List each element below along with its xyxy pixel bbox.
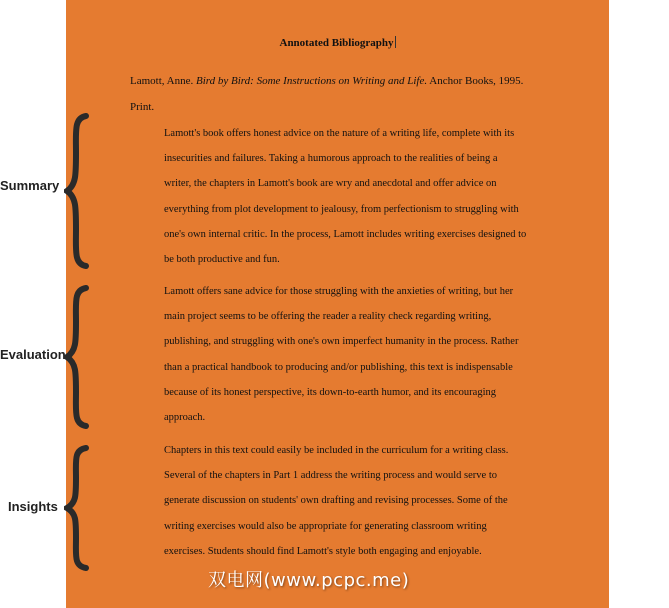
paragraph-line: approach. bbox=[164, 412, 206, 424]
document-page bbox=[66, 0, 609, 608]
paragraph-line: main project seems to be offering the reader a reality check regarding writing, bbox=[164, 311, 492, 323]
paragraph-line: because of its honest perspective, its down-to-earth humor, and its encouraging bbox=[164, 386, 496, 398]
paragraph-line: publishing, and struggling with one's own imperfect humanity in the process. Rather bbox=[164, 336, 519, 348]
citation-author: Lamott, Anne. bbox=[130, 75, 194, 87]
evaluation-brace-icon bbox=[64, 285, 90, 429]
insights-label: Insights bbox=[8, 499, 58, 514]
paragraph-line: everything from plot development to jealousy, from perfectionism to struggling with bbox=[164, 203, 519, 215]
evaluation-label: Evaluation bbox=[0, 347, 66, 362]
paragraph-line: Chapters in this text could easily be included in the curriculum for a writing class. bbox=[164, 445, 509, 456]
paragraph-line: Lamott's book offers honest advice on the nature of a writing life, complete with its bbox=[164, 128, 515, 139]
title-text: Annotated Bibliography bbox=[279, 37, 394, 49]
watermark: 双电网(www.pcpc.me) bbox=[208, 570, 410, 591]
paragraph-line: insecurities and failures. Taking a humorous approach to the realities of being a bbox=[164, 153, 498, 165]
citation-medium: Print. bbox=[130, 101, 155, 113]
paragraph-line: one's own internal critic. In the process, Lamott includes writing exercises designed to bbox=[164, 228, 527, 240]
evaluation-paragraph bbox=[164, 279, 556, 430]
document-title bbox=[66, 36, 609, 49]
insights-brace-icon bbox=[64, 445, 90, 571]
paragraph-line: exercises. Students should find Lamott's style both engaging and enjoyable. bbox=[164, 545, 482, 557]
text-cursor bbox=[395, 36, 396, 48]
summary-brace-icon bbox=[64, 113, 90, 269]
paragraph-line: writer, the chapters in Lamott's book are wry and anecdotal and offer advice on bbox=[164, 178, 497, 190]
summary-paragraph bbox=[164, 121, 556, 272]
citation bbox=[130, 68, 550, 120]
summary-label: Summary bbox=[0, 178, 60, 193]
citation-book-title: Bird by Bird: Some Instructions on Writing and Life. bbox=[196, 75, 428, 87]
insights-paragraph bbox=[164, 438, 556, 564]
paragraph-line: than a practical handbook to producing and/or publishing, this text is indispensable bbox=[164, 361, 513, 373]
paragraph-line: Several of the chapters in Part 1 address the writing process and would serve to bbox=[164, 470, 497, 482]
citation-publisher: Anchor Books, 1995. bbox=[429, 75, 524, 87]
paragraph-line: Lamott offers sane advice for those struggling with the anxieties of writing, but her bbox=[164, 286, 514, 297]
paragraph-line: be both productive and fun. bbox=[164, 254, 280, 266]
paragraph-line: generate discussion on students' own drafting and revising processes. Some of the bbox=[164, 495, 508, 507]
paragraph-line: writing exercises would also be appropriate for generating classroom writing bbox=[164, 520, 487, 532]
